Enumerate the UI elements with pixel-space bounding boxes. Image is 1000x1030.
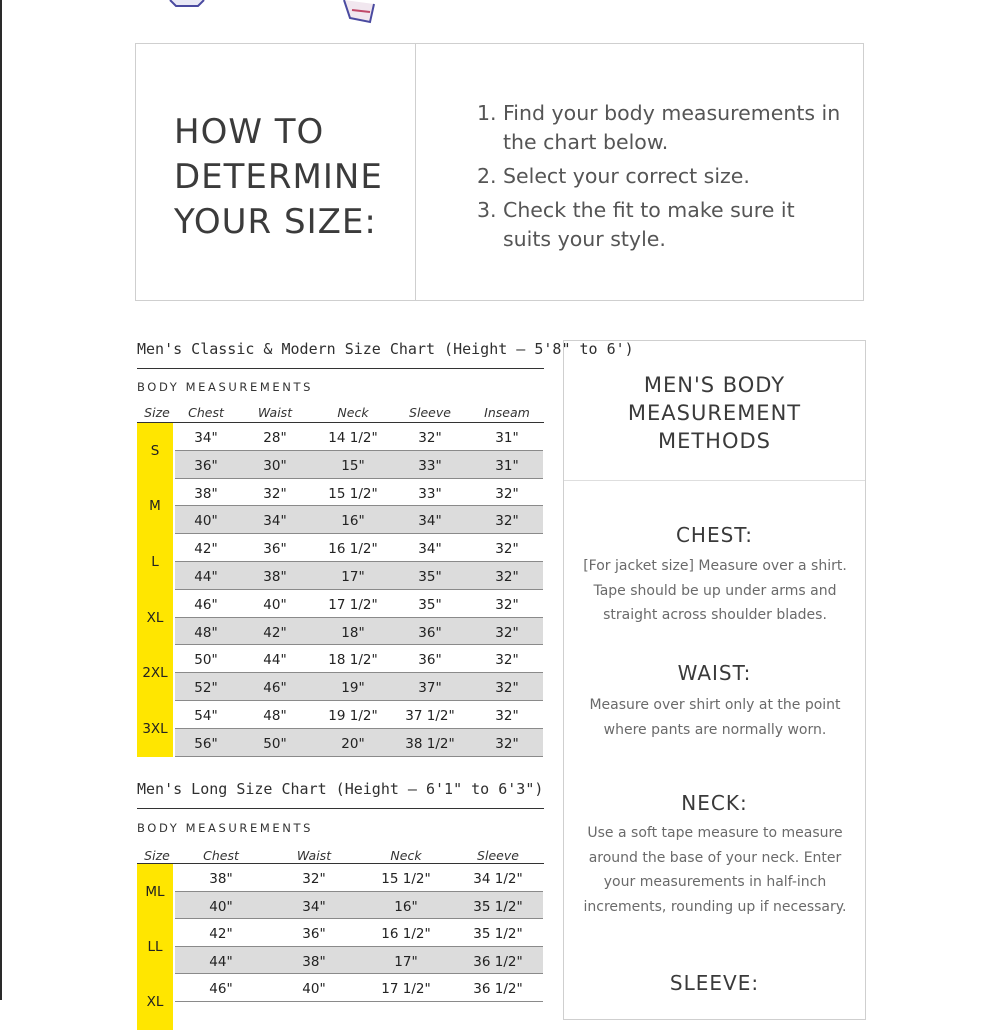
classic-cell-chest: 40" <box>194 513 218 530</box>
classic-cell-waist: 50" <box>263 735 287 752</box>
long-size-label: ML <box>137 864 173 919</box>
classic-cell-sleeve: 32" <box>418 430 442 446</box>
neck-heading: NECK: <box>681 791 748 815</box>
classic-cell-neck: 14 1/2" <box>328 430 378 446</box>
classic-cell-sleeve: 36" <box>418 624 442 641</box>
classic-cell-inseam: 32" <box>495 569 519 585</box>
classic-header-waist: Waist <box>257 405 293 420</box>
classic-cell-chest: 54" <box>194 708 218 724</box>
classic-cell-inseam: 32" <box>495 680 519 697</box>
long-cell-neck: 16" <box>394 898 418 915</box>
classic-cell-chest: 48" <box>194 624 218 641</box>
classic-title-rule <box>137 368 544 369</box>
classic-size-label: L <box>137 534 173 590</box>
methods-title <box>564 371 865 455</box>
step-number: 1. <box>477 101 497 125</box>
classic-cell-sleeve: 34" <box>418 541 442 558</box>
title-line: DETERMINE <box>174 157 383 197</box>
long-header-sleeve: Sleeve <box>477 848 519 863</box>
folded-shirt-illustration-icon <box>340 0 380 26</box>
long-cell-sleeve: 36 1/2" <box>473 953 523 970</box>
classic-cell-waist: 40" <box>263 596 287 613</box>
classic-cell-chest: 52" <box>194 680 218 697</box>
classic-cell-waist: 36" <box>263 541 287 558</box>
long-chart-title: Men's Long Size Chart (Height – 6'1" to 6'3") <box>137 780 544 798</box>
classic-cell-neck: 16" <box>341 513 365 530</box>
classic-cell-inseam: 32" <box>495 485 519 502</box>
classic-cell-inseam: 32" <box>495 513 519 530</box>
title-line: HOW TO <box>174 112 325 152</box>
classic-cell-waist: 32" <box>263 485 287 502</box>
long-cell-sleeve: 36 1/2" <box>473 981 523 998</box>
long-cell-neck: 16 1/2" <box>381 926 431 943</box>
classic-cell-neck: 17 1/2" <box>328 596 378 613</box>
steps-list <box>477 99 847 259</box>
classic-cell-inseam: 32" <box>495 735 519 752</box>
classic-cell-neck: 19" <box>341 680 365 697</box>
classic-header-chest: Chest <box>188 405 224 420</box>
title-line: YOUR SIZE: <box>174 202 377 242</box>
classic-cell-neck: 20" <box>341 735 365 752</box>
classic-cell-waist: 44" <box>263 652 287 669</box>
long-cell-chest: 38" <box>209 871 233 887</box>
step-item <box>477 99 847 157</box>
classic-size-label: M <box>137 479 173 535</box>
long-cell-waist: 38" <box>302 953 326 970</box>
classic-cell-chest: 42" <box>194 541 218 558</box>
classic-cell-chest: 36" <box>194 457 218 474</box>
classic-cell-chest: 50" <box>194 652 218 669</box>
classic-cell-neck: 15" <box>341 457 365 474</box>
long-header-size: Size <box>144 848 170 863</box>
classic-cell-sleeve: 37 1/2" <box>405 708 455 724</box>
how-to-title <box>174 110 414 245</box>
classic-cell-neck: 18" <box>341 624 365 641</box>
classic-header-neck: Neck <box>337 405 369 420</box>
step-number: 3. <box>477 198 497 222</box>
classic-size-label: XL <box>137 590 173 646</box>
classic-cell-sleeve: 38 1/2" <box>405 735 455 752</box>
long-cell-sleeve: 34 1/2" <box>473 871 523 887</box>
classic-cell-waist: 34" <box>263 513 287 530</box>
classic-cell-waist: 42" <box>263 624 287 641</box>
classic-cell-inseam: 32" <box>495 596 519 613</box>
long-cell-waist: 32" <box>302 871 326 887</box>
sleeve-heading: SLEEVE: <box>669 971 760 995</box>
classic-header-sleeve: Sleeve <box>409 405 451 420</box>
neck-instructions: Use a soft tape measure to measure around the base of your neck. Enter your measurements in half-inch increments, rounding up if necessary. <box>583 825 847 915</box>
intro-divider <box>415 44 416 300</box>
classic-cell-neck: 18 1/2" <box>328 652 378 669</box>
classic-cell-sleeve: 37" <box>418 680 442 697</box>
classic-cell-sleeve: 34" <box>418 513 442 530</box>
long-cell-waist: 36" <box>302 926 326 943</box>
left-edge-line <box>0 0 2 1000</box>
long-size-label: LL <box>137 919 173 974</box>
classic-cell-neck: 19 1/2" <box>328 708 378 724</box>
classic-cell-sleeve: 35" <box>418 596 442 613</box>
classic-cell-chest: 34" <box>194 430 218 446</box>
classic-cell-inseam: 32" <box>495 652 519 669</box>
step-number: 2. <box>477 164 497 188</box>
chest-heading: CHEST: <box>675 523 754 547</box>
long-cell-neck: 15 1/2" <box>381 871 431 887</box>
long-cell-chest: 40" <box>209 898 233 915</box>
classic-cell-sleeve: 33" <box>418 457 442 474</box>
long-cell-chest: 42" <box>209 926 233 943</box>
classic-cell-neck: 16 1/2" <box>328 541 378 558</box>
step-text: Select your correct size. <box>503 164 750 188</box>
long-cell-neck: 17 1/2" <box>381 981 431 998</box>
step-item <box>477 196 847 254</box>
classic-cell-sleeve: 35" <box>418 569 442 585</box>
classic-size-label: 3XL <box>137 701 173 757</box>
classic-cell-waist: 38" <box>263 569 287 585</box>
long-header-chest: Chest <box>203 848 239 863</box>
long-cell-waist: 34" <box>302 898 326 915</box>
long-cell-sleeve: 35 1/2" <box>473 926 523 943</box>
classic-header-inseam: Inseam <box>484 405 530 420</box>
methods-title-line: MEN'S BODY <box>643 373 786 397</box>
measurement-methods-panel <box>563 340 866 1020</box>
long-cell-chest: 46" <box>209 981 233 998</box>
classic-size-label: 2XL <box>137 645 173 701</box>
long-body-measurements-label: BODY MEASUREMENTS <box>137 821 313 835</box>
garment-illustration-icon <box>168 0 208 12</box>
classic-cell-neck: 15 1/2" <box>328 485 378 502</box>
classic-cell-chest: 56" <box>194 735 218 752</box>
classic-body-measurements-label: BODY MEASUREMENTS <box>137 380 313 394</box>
classic-cell-inseam: 31" <box>495 457 519 474</box>
long-cell-neck: 17" <box>394 953 418 970</box>
classic-cell-waist: 46" <box>263 680 287 697</box>
methods-title-line: MEASUREMENT <box>627 401 802 425</box>
long-cell-chest: 44" <box>209 953 233 970</box>
waist-heading: WAIST: <box>677 661 752 685</box>
classic-cell-inseam: 31" <box>495 430 519 446</box>
classic-cell-sleeve: 33" <box>418 485 442 502</box>
classic-cell-neck: 17" <box>341 569 365 585</box>
long-size-label: XL <box>137 974 173 1029</box>
classic-cell-waist: 28" <box>263 430 287 446</box>
classic-cell-chest: 44" <box>194 569 218 585</box>
classic-cell-waist: 30" <box>263 457 287 474</box>
step-text: Check the fit to make sure it suits your style. <box>503 198 795 251</box>
waist-instructions: Measure over shirt only at the point where pants are normally worn. <box>589 697 841 738</box>
classic-chart-title: Men's Classic & Modern Size Chart (Height – 5'8" to 6') <box>137 340 634 358</box>
long-header-neck: Neck <box>390 848 422 863</box>
how-to-determine-size-box <box>135 43 864 301</box>
classic-header-size: Size <box>144 405 170 420</box>
methods-separator <box>564 480 865 481</box>
classic-cell-inseam: 32" <box>495 708 519 724</box>
classic-cell-sleeve: 36" <box>418 652 442 669</box>
classic-size-label: S <box>137 423 173 479</box>
classic-cell-inseam: 32" <box>495 541 519 558</box>
classic-cell-chest: 38" <box>194 485 218 502</box>
long-title-rule <box>137 808 544 809</box>
long-cell-waist: 40" <box>302 981 326 998</box>
step-item <box>477 162 847 191</box>
classic-cell-waist: 48" <box>263 708 287 724</box>
long-header-waist: Waist <box>296 848 332 863</box>
classic-cell-inseam: 32" <box>495 624 519 641</box>
classic-cell-chest: 46" <box>194 596 218 613</box>
chest-instructions: [For jacket size] Measure over a shirt. Tape should be up under arms and straight across shoulder blades. <box>583 558 847 623</box>
step-text: Find your body measurements in the chart below. <box>503 101 841 154</box>
long-cell-sleeve: 35 1/2" <box>473 898 523 915</box>
methods-title-line: METHODS <box>657 429 772 453</box>
